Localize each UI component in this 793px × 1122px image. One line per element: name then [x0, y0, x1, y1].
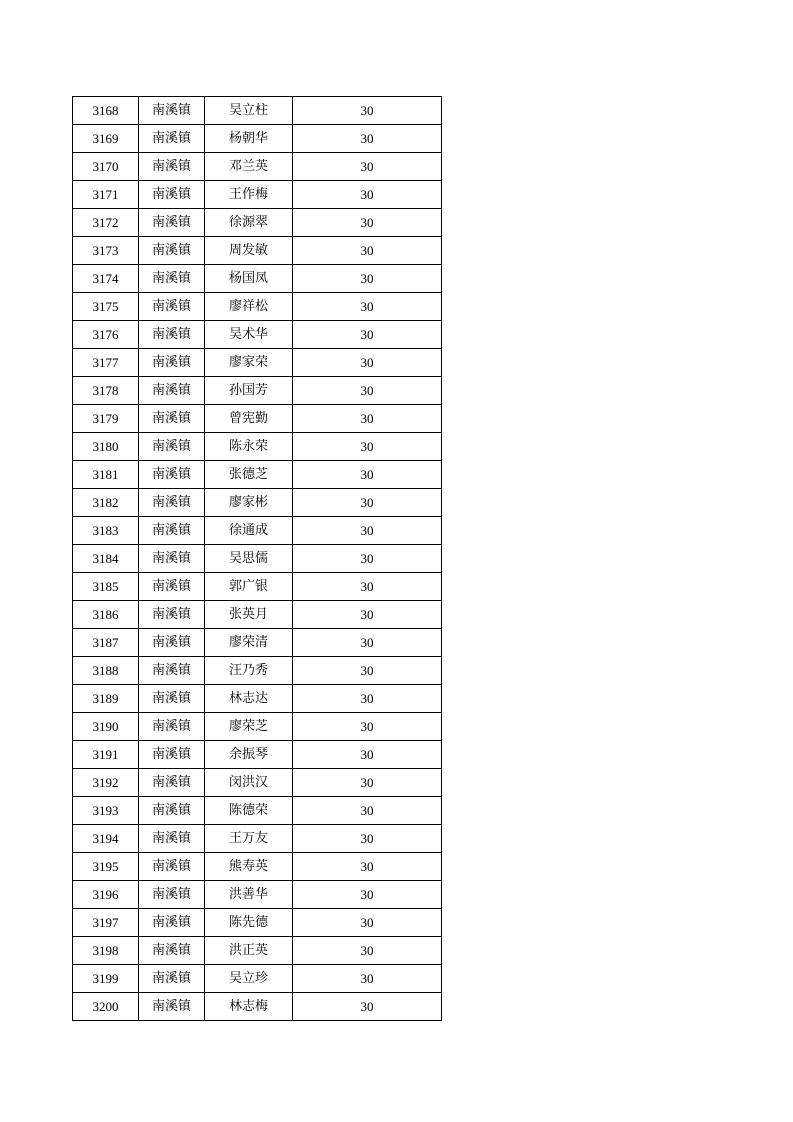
town-cell: 南溪镇	[139, 489, 205, 517]
table-row	[73, 601, 442, 629]
row-number-cell: 3198	[73, 937, 139, 965]
town-cell: 南溪镇	[139, 573, 205, 601]
table-row	[73, 209, 442, 237]
row-number-cell: 3191	[73, 741, 139, 769]
amount-cell: 30	[293, 97, 442, 125]
amount-cell: 30	[293, 489, 442, 517]
amount-cell: 30	[293, 461, 442, 489]
table-row	[73, 181, 442, 209]
row-number-cell: 3170	[73, 153, 139, 181]
person-name-cell: 吴术华	[205, 321, 293, 349]
person-name-cell: 张德芝	[205, 461, 293, 489]
person-name-cell: 廖家荣	[205, 349, 293, 377]
amount-cell: 30	[293, 629, 442, 657]
row-number-cell: 3172	[73, 209, 139, 237]
amount-cell: 30	[293, 825, 442, 853]
person-name-cell: 陈先德	[205, 909, 293, 937]
town-cell: 南溪镇	[139, 517, 205, 545]
amount-cell: 30	[293, 685, 442, 713]
town-cell: 南溪镇	[139, 433, 205, 461]
table-row	[73, 293, 442, 321]
row-number-cell: 3192	[73, 769, 139, 797]
town-cell: 南溪镇	[139, 881, 205, 909]
amount-cell: 30	[293, 573, 442, 601]
amount-cell: 30	[293, 657, 442, 685]
person-name-cell: 张英月	[205, 601, 293, 629]
amount-cell: 30	[293, 517, 442, 545]
amount-cell: 30	[293, 881, 442, 909]
person-name-cell: 曾宪勤	[205, 405, 293, 433]
row-number-cell: 3173	[73, 237, 139, 265]
table-row	[73, 853, 442, 881]
amount-cell: 30	[293, 909, 442, 937]
table-row	[73, 125, 442, 153]
row-number-cell: 3180	[73, 433, 139, 461]
table-row	[73, 321, 442, 349]
table-row	[73, 265, 442, 293]
row-number-cell: 3183	[73, 517, 139, 545]
table-row	[73, 573, 442, 601]
person-name-cell: 王万友	[205, 825, 293, 853]
table-row	[73, 825, 442, 853]
row-number-cell: 3184	[73, 545, 139, 573]
person-name-cell: 郭广银	[205, 573, 293, 601]
row-number-cell: 3179	[73, 405, 139, 433]
table-row	[73, 405, 442, 433]
table-row	[73, 713, 442, 741]
amount-cell: 30	[293, 125, 442, 153]
row-number-cell: 3195	[73, 853, 139, 881]
roster-table-body	[73, 97, 442, 1021]
amount-cell: 30	[293, 937, 442, 965]
amount-cell: 30	[293, 545, 442, 573]
table-row	[73, 769, 442, 797]
table-row	[73, 489, 442, 517]
amount-cell: 30	[293, 769, 442, 797]
person-name-cell: 洪善华	[205, 881, 293, 909]
person-name-cell: 林志达	[205, 685, 293, 713]
person-name-cell: 汪乃秀	[205, 657, 293, 685]
town-cell: 南溪镇	[139, 545, 205, 573]
person-name-cell: 林志梅	[205, 993, 293, 1021]
table-row	[73, 545, 442, 573]
row-number-cell: 3181	[73, 461, 139, 489]
town-cell: 南溪镇	[139, 797, 205, 825]
table-row	[73, 965, 442, 993]
amount-cell: 30	[293, 713, 442, 741]
town-cell: 南溪镇	[139, 237, 205, 265]
person-name-cell: 熊寿英	[205, 853, 293, 881]
town-cell: 南溪镇	[139, 993, 205, 1021]
town-cell: 南溪镇	[139, 853, 205, 881]
town-cell: 南溪镇	[139, 601, 205, 629]
table-row	[73, 937, 442, 965]
person-name-cell: 洪正英	[205, 937, 293, 965]
town-cell: 南溪镇	[139, 461, 205, 489]
amount-cell: 30	[293, 153, 442, 181]
town-cell: 南溪镇	[139, 125, 205, 153]
row-number-cell: 3197	[73, 909, 139, 937]
amount-cell: 30	[293, 405, 442, 433]
town-cell: 南溪镇	[139, 181, 205, 209]
amount-cell: 30	[293, 237, 442, 265]
table-row	[73, 237, 442, 265]
town-cell: 南溪镇	[139, 209, 205, 237]
row-number-cell: 3177	[73, 349, 139, 377]
row-number-cell: 3178	[73, 377, 139, 405]
table-row	[73, 97, 442, 125]
row-number-cell: 3193	[73, 797, 139, 825]
table-row	[73, 881, 442, 909]
table-row	[73, 741, 442, 769]
row-number-cell: 3185	[73, 573, 139, 601]
town-cell: 南溪镇	[139, 769, 205, 797]
amount-cell: 30	[293, 209, 442, 237]
town-cell: 南溪镇	[139, 377, 205, 405]
table-row	[73, 377, 442, 405]
person-name-cell: 闵洪汉	[205, 769, 293, 797]
person-name-cell: 杨国凤	[205, 265, 293, 293]
amount-cell: 30	[293, 321, 442, 349]
person-name-cell: 陈永荣	[205, 433, 293, 461]
person-name-cell: 孙国芳	[205, 377, 293, 405]
amount-cell: 30	[293, 741, 442, 769]
person-name-cell: 陈德荣	[205, 797, 293, 825]
row-number-cell: 3174	[73, 265, 139, 293]
row-number-cell: 3188	[73, 657, 139, 685]
table-row	[73, 685, 442, 713]
person-name-cell: 徐源翠	[205, 209, 293, 237]
town-cell: 南溪镇	[139, 937, 205, 965]
table-row	[73, 797, 442, 825]
amount-cell: 30	[293, 349, 442, 377]
row-number-cell: 3196	[73, 881, 139, 909]
town-cell: 南溪镇	[139, 97, 205, 125]
row-number-cell: 3176	[73, 321, 139, 349]
row-number-cell: 3190	[73, 713, 139, 741]
town-cell: 南溪镇	[139, 405, 205, 433]
amount-cell: 30	[293, 265, 442, 293]
person-name-cell: 周发敏	[205, 237, 293, 265]
person-name-cell: 吴立珍	[205, 965, 293, 993]
town-cell: 南溪镇	[139, 909, 205, 937]
town-cell: 南溪镇	[139, 825, 205, 853]
roster-table	[72, 96, 442, 1021]
table-row	[73, 461, 442, 489]
amount-cell: 30	[293, 293, 442, 321]
table-row	[73, 517, 442, 545]
table-row	[73, 153, 442, 181]
person-name-cell: 廖荣清	[205, 629, 293, 657]
row-number-cell: 3189	[73, 685, 139, 713]
row-number-cell: 3200	[73, 993, 139, 1021]
town-cell: 南溪镇	[139, 293, 205, 321]
person-name-cell: 廖祥松	[205, 293, 293, 321]
amount-cell: 30	[293, 181, 442, 209]
town-cell: 南溪镇	[139, 265, 205, 293]
table-row	[73, 909, 442, 937]
town-cell: 南溪镇	[139, 629, 205, 657]
amount-cell: 30	[293, 797, 442, 825]
table-row	[73, 433, 442, 461]
town-cell: 南溪镇	[139, 657, 205, 685]
person-name-cell: 邓兰英	[205, 153, 293, 181]
person-name-cell: 廖家彬	[205, 489, 293, 517]
town-cell: 南溪镇	[139, 965, 205, 993]
row-number-cell: 3168	[73, 97, 139, 125]
town-cell: 南溪镇	[139, 321, 205, 349]
amount-cell: 30	[293, 853, 442, 881]
person-name-cell: 王作梅	[205, 181, 293, 209]
table-row	[73, 349, 442, 377]
person-name-cell: 徐通成	[205, 517, 293, 545]
amount-cell: 30	[293, 993, 442, 1021]
town-cell: 南溪镇	[139, 153, 205, 181]
row-number-cell: 3194	[73, 825, 139, 853]
table-row	[73, 993, 442, 1021]
town-cell: 南溪镇	[139, 685, 205, 713]
person-name-cell: 吴思儒	[205, 545, 293, 573]
row-number-cell: 3175	[73, 293, 139, 321]
town-cell: 南溪镇	[139, 741, 205, 769]
row-number-cell: 3187	[73, 629, 139, 657]
row-number-cell: 3199	[73, 965, 139, 993]
row-number-cell: 3186	[73, 601, 139, 629]
amount-cell: 30	[293, 601, 442, 629]
person-name-cell: 廖荣芝	[205, 713, 293, 741]
table-row	[73, 629, 442, 657]
person-name-cell: 吴立柱	[205, 97, 293, 125]
town-cell: 南溪镇	[139, 349, 205, 377]
row-number-cell: 3182	[73, 489, 139, 517]
person-name-cell: 余振琴	[205, 741, 293, 769]
amount-cell: 30	[293, 377, 442, 405]
row-number-cell: 3171	[73, 181, 139, 209]
town-cell: 南溪镇	[139, 713, 205, 741]
table-row	[73, 657, 442, 685]
person-name-cell: 杨朝华	[205, 125, 293, 153]
amount-cell: 30	[293, 965, 442, 993]
row-number-cell: 3169	[73, 125, 139, 153]
amount-cell: 30	[293, 433, 442, 461]
